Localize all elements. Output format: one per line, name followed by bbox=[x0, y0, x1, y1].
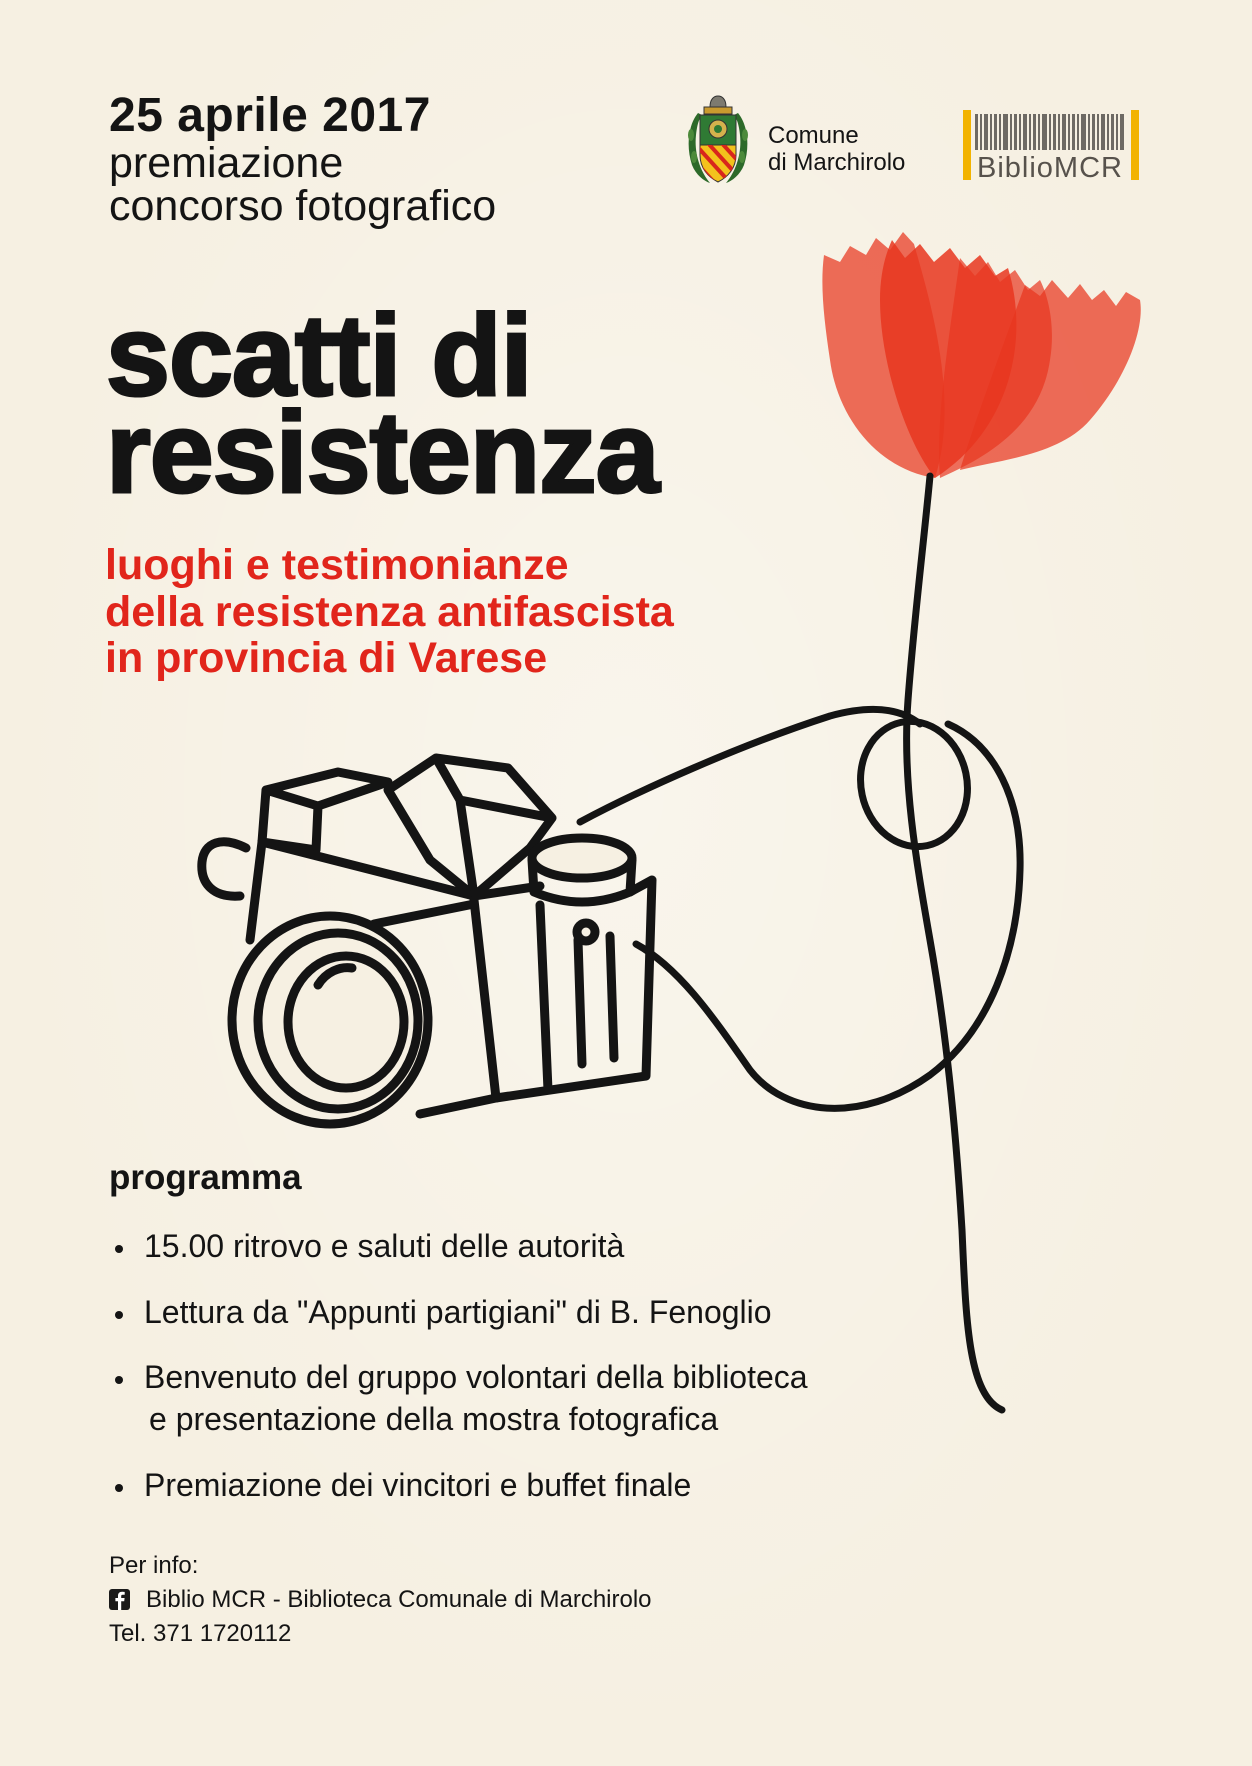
comune-name: di Marchirolo bbox=[768, 149, 906, 176]
bullet-icon bbox=[115, 1376, 123, 1384]
facebook-icon bbox=[109, 1589, 130, 1610]
biblio-logo-text: BiblioMCR bbox=[977, 152, 1123, 184]
camera-icon bbox=[202, 758, 652, 1124]
camera-strap-eyelet bbox=[202, 842, 246, 896]
poppy-stem bbox=[907, 476, 1002, 1410]
phone-number: Tel. 371 1720112 bbox=[109, 1620, 292, 1647]
camera-strap-lower bbox=[636, 724, 1020, 1108]
camera-dial-top bbox=[532, 838, 632, 878]
programma-item-1: 15.00 ritrovo e saluti delle autorità bbox=[144, 1228, 625, 1264]
bullet-icon bbox=[115, 1311, 123, 1319]
programma-item-3-continued: e presentazione della mostra fotografica bbox=[149, 1401, 719, 1437]
poppy-icon bbox=[822, 232, 1140, 478]
programma-item-3: Benvenuto del gruppo volontari della biblioteca bbox=[144, 1359, 808, 1395]
poster-title-line2: resistenza bbox=[106, 389, 659, 517]
camera-body-left bbox=[250, 842, 262, 940]
programma-item-2: Lettura da "Appunti partigiani" di B. Fenoglio bbox=[144, 1294, 772, 1330]
comune-label: Comune bbox=[768, 122, 859, 149]
programma-heading: programma bbox=[109, 1158, 302, 1197]
biblio-logo bbox=[963, 110, 1139, 184]
poster-title-line1: scatti di bbox=[106, 292, 532, 420]
event-type: premiazione bbox=[109, 139, 344, 187]
bullet-icon bbox=[115, 1245, 123, 1253]
camera-body-top bbox=[262, 842, 540, 896]
programma-item-4: Premiazione dei vincitori e buffet finale bbox=[144, 1467, 692, 1503]
facebook-page: Biblio MCR - Biblioteca Comunale di Marchirolo bbox=[146, 1586, 652, 1613]
camera-connector bbox=[577, 923, 595, 941]
event-subject: concorso fotografico bbox=[109, 182, 497, 230]
info-label: Per info: bbox=[109, 1552, 199, 1579]
camera-grip-lines bbox=[578, 936, 614, 1064]
subtitle-line2: della resistenza antifascista bbox=[105, 588, 674, 636]
camera-top-plate bbox=[262, 772, 388, 850]
event-date: 25 aprile 2017 bbox=[109, 89, 431, 142]
camera-strap-upper bbox=[580, 709, 920, 822]
coat-of-arms-icon bbox=[684, 95, 752, 187]
subtitle-line1: luoghi e testimonianze bbox=[105, 541, 569, 589]
bullet-icon bbox=[115, 1484, 123, 1492]
camera-body-side bbox=[474, 880, 652, 1098]
subtitle-line3: in provincia di Varese bbox=[105, 634, 548, 682]
camera-prism bbox=[388, 758, 552, 896]
